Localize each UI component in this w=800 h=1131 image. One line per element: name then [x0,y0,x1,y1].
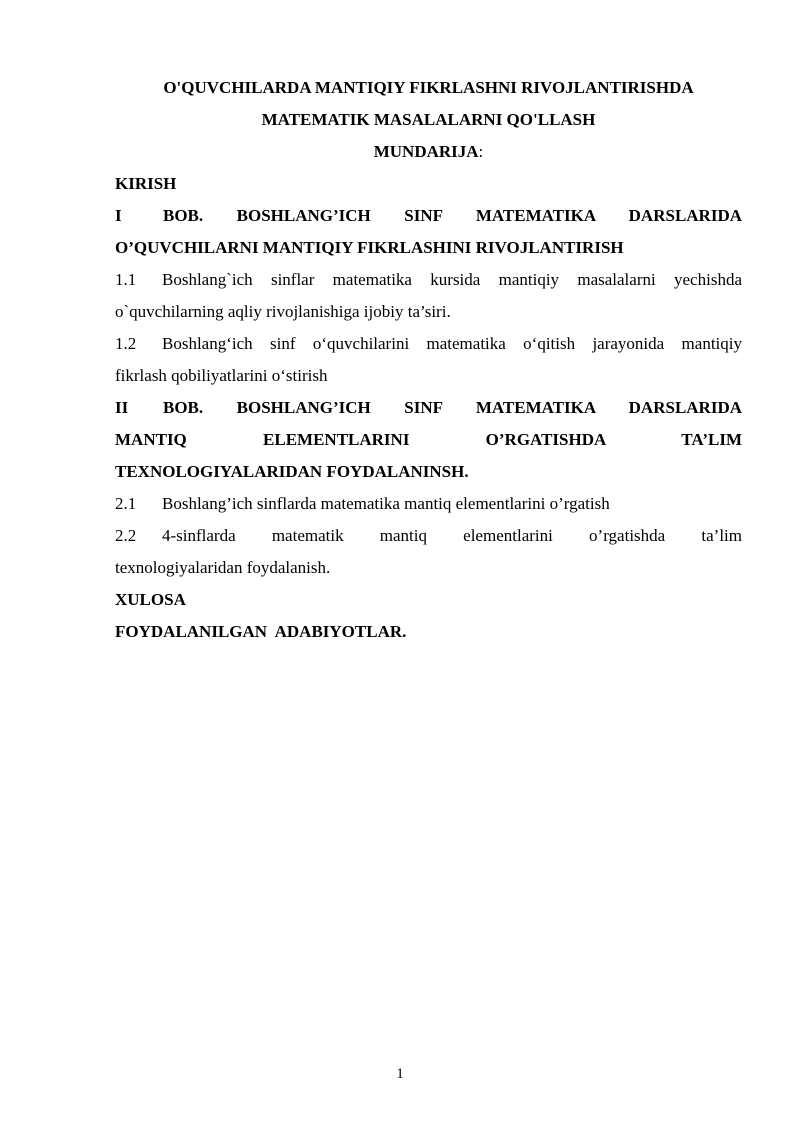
section-2-1-number: 2.1 [115,494,137,513]
section-2-2-title-1: 4-sinflarda matematik mantiq elementlarini o’rgatishda ta’lim [162,526,742,545]
title-line-1: O'QUVCHILARDA MANTIQIY FIKRLASHNI RIVOJLANTIRISHDA [163,78,694,97]
chapter1-title-1: BOB. BOSHLANG’ICH SINF MATEMATIKA DARSLARIDA [163,206,742,225]
section-1-1-title-1: Boshlang`ich sinflar matematika kursida mantiqiy masalalarni yechishda [162,270,742,289]
toc-heading-colon: : [478,142,484,161]
page-number: 1 [396,1066,404,1082]
toc-heading-text: MUNDARIJA [373,142,479,161]
section-2-1-title-1: Boshlang’ich sinflarda matematika mantiq elementlarini o’rgatish [162,494,610,513]
section-1-2-line-1 [115,328,742,360]
section-1-1-number: 1.1 [115,270,137,289]
section-1-1-line-1 [115,264,742,296]
chapter2-title-1: BOB. BOSHLANG’ICH SINF MATEMATIKA DARSLARIDA [163,398,742,417]
section-2-2-number: 2.2 [115,526,137,545]
section-1-2-title-1: Boshlang‘ich sinf o‘quvchilarini matematika o‘qitish jarayonida mantiqiy [162,334,742,353]
section-1-1-line-2: o`quvchilarning aqliy rivojlanishiga ijobiy ta’siri. [115,302,451,321]
chapter1-number: I [115,206,122,225]
section-2-2-line-1 [115,520,742,552]
toc-references: FOYDALANILGAN ADABIYOTLAR. [115,622,407,641]
chapter2-line-1 [115,392,742,424]
section-2-2-line-2: texnologiyalaridan foydalanish. [115,558,331,577]
chapter2-line-3: TEXNOLOGIYALARIDAN FOYDALANINSH. [115,462,469,481]
chapter1-line-2: O’QUVCHILARNI MANTIQIY FIKRLASHINI RIVOJLANTIRISH [115,238,624,257]
toc-intro: KIRISH [115,174,177,193]
chapter1-line-1 [115,200,742,232]
chapter2-line-2: MANTIQ ELEMENTLARINI O’RGATISHDA TA’LIM [115,430,742,449]
section-1-2-number: 1.2 [115,334,137,353]
document-page [115,72,742,648]
toc-heading [115,136,742,168]
section-2-1-line-1 [115,488,742,520]
chapter2-number: II [115,398,129,417]
section-1-2-line-2: fikrlash qobiliyatlarini o‘stirish [115,366,328,385]
title-line-2: MATEMATIK MASALALARNI QO'LLASH [261,110,596,129]
toc-conclusion: XULOSA [115,590,186,609]
